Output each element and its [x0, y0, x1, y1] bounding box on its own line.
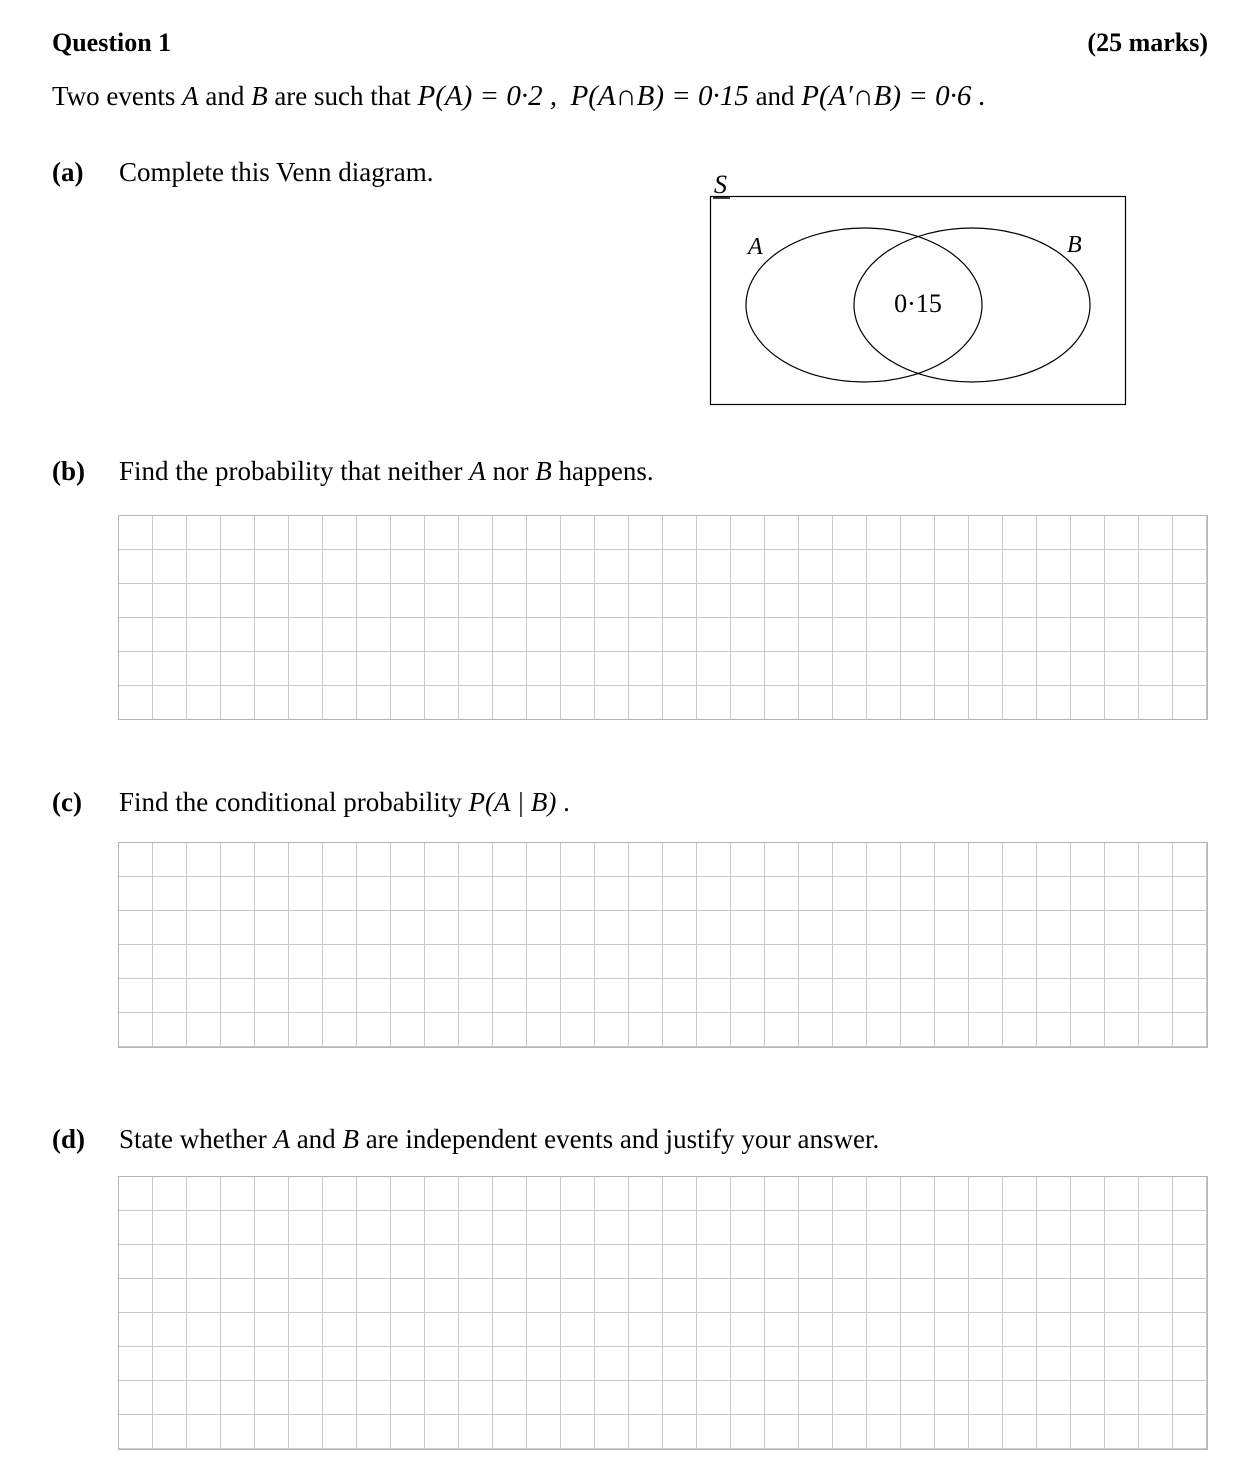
- part-a-label: (a): [52, 157, 84, 187]
- part-b-text: [119, 456, 654, 487]
- part-b-text-pre: Find the probability that neither: [119, 456, 470, 486]
- part-d-event-b: B: [342, 1124, 359, 1154]
- venn-diagram: [700, 165, 1140, 415]
- part-d-event-a: A: [273, 1124, 290, 1154]
- answer-grid-c[interactable]: [118, 842, 1208, 1048]
- part-c-text: [119, 787, 570, 818]
- intro-text-2: and: [198, 81, 252, 111]
- venn-universal-label: S: [714, 170, 727, 199]
- answer-grid-d[interactable]: [118, 1176, 1208, 1450]
- venn-set-a-ellipse: [746, 228, 982, 382]
- part-d-text-post: are independent events and justify your answer.: [358, 1124, 880, 1154]
- part-d-text-pre: State whether: [119, 1124, 274, 1154]
- intro-text-1: Two events: [52, 81, 183, 111]
- part-d-text-mid: and: [289, 1124, 343, 1154]
- question-title: Question 1: [52, 28, 172, 57]
- part-d-label: (d): [52, 1124, 85, 1154]
- part-b-text-mid: nor: [485, 456, 536, 486]
- intro-and: and: [755, 81, 795, 111]
- part-a-text: Complete this Venn diagram.: [119, 157, 434, 187]
- part-d-text: [119, 1124, 879, 1155]
- venn-intersection-value: 0·15: [894, 289, 942, 318]
- part-c-label: (c): [52, 787, 82, 817]
- intro-event-b: B: [251, 81, 268, 111]
- question-marks: (25 marks): [1087, 28, 1208, 57]
- intro-event-a: A: [182, 81, 199, 111]
- intro-expression-pab: P(A∩B) = 0·15: [570, 80, 749, 112]
- intro-expression-pa-prime-b: P(A′∩B) = 0·6 .: [801, 80, 986, 112]
- part-b-label: (b): [52, 456, 85, 486]
- part-b-event-a: A: [469, 456, 486, 486]
- part-c-expression: P(A | B): [468, 787, 557, 817]
- intro-text-3: are such that: [267, 81, 418, 111]
- intro-expression-pa: P(A) = 0·2 ,: [417, 80, 558, 112]
- part-c-text-pre: Find the conditional probability: [119, 787, 469, 817]
- venn-set-b-label: B: [1067, 232, 1082, 258]
- part-c-text-post: .: [556, 787, 570, 817]
- part-b-text-post: happens.: [551, 456, 654, 486]
- venn-set-b-ellipse: [854, 228, 1090, 382]
- part-b-event-b: B: [535, 456, 552, 486]
- question-intro: [52, 80, 986, 113]
- venn-set-a-label: A: [748, 234, 763, 260]
- answer-grid-b[interactable]: [118, 515, 1208, 720]
